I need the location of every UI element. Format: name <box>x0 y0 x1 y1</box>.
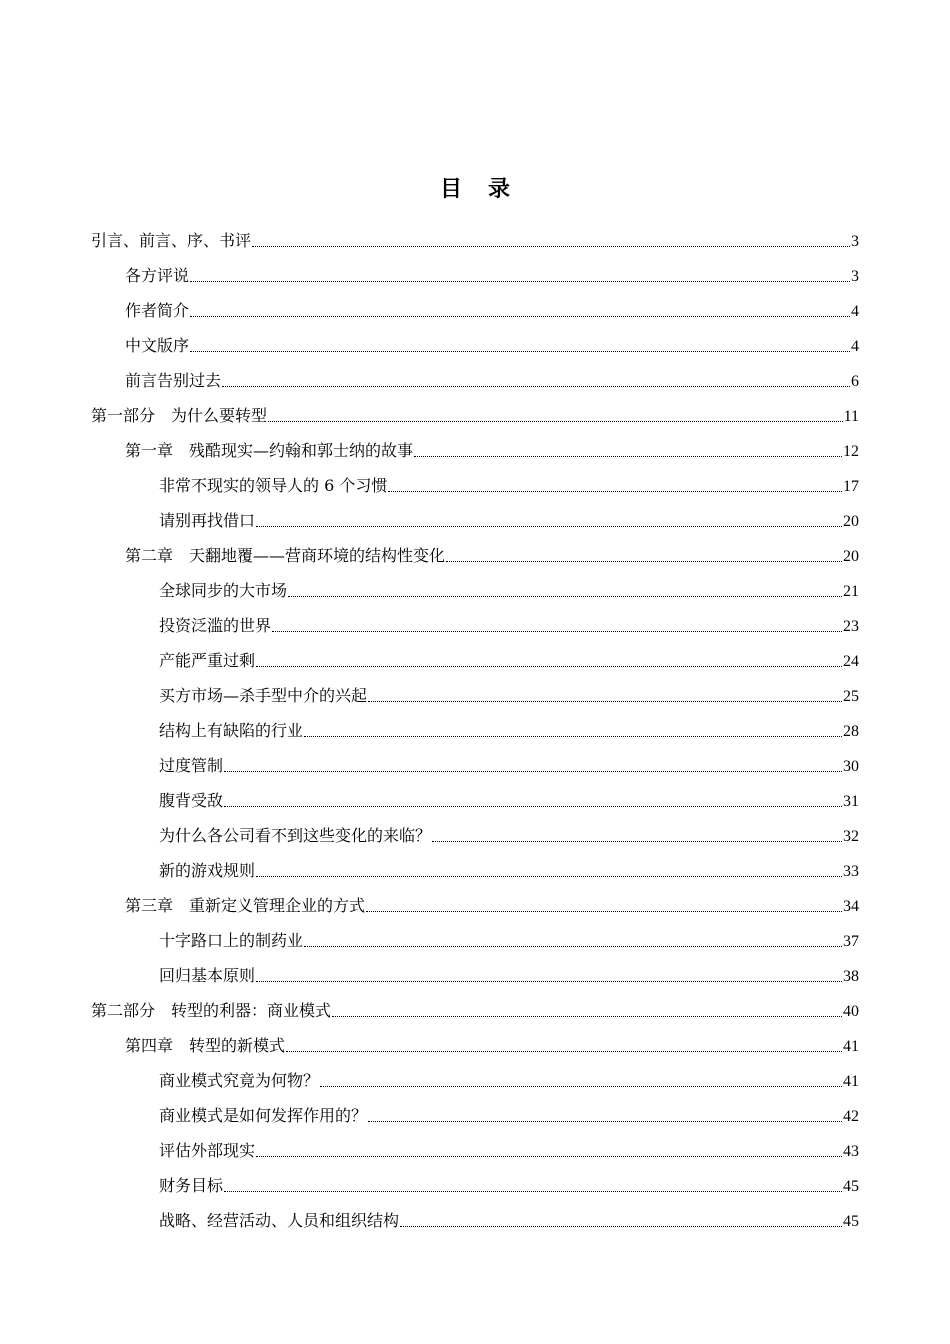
toc-entry-title: 买方市场—杀手型中介的兴起 <box>159 686 368 705</box>
toc-entry-page-number: 21 <box>843 583 859 600</box>
dot-leader <box>224 1190 842 1192</box>
toc-entry-page-number: 45 <box>843 1213 859 1230</box>
toc-entry[interactable] <box>91 223 859 258</box>
dot-leader <box>190 315 850 317</box>
toc-entry-title: 第一章 残酷现实—约翰和郭士纳的故事 <box>125 441 414 460</box>
toc-entry[interactable] <box>159 748 859 783</box>
toc-entry-page-number: 40 <box>843 1003 859 1020</box>
toc-entry-title: 第一部分 为什么要转型 <box>91 406 268 425</box>
dot-leader <box>224 770 842 772</box>
toc-entry[interactable] <box>159 1168 859 1203</box>
toc-entry-page-number: 20 <box>843 513 859 530</box>
dot-leader <box>190 350 850 352</box>
dot-leader <box>400 1225 842 1227</box>
toc-entry-page-number: 37 <box>843 933 859 950</box>
toc-entry-page-number: 45 <box>843 1178 859 1195</box>
dot-leader <box>332 1015 842 1017</box>
toc-entry[interactable] <box>159 1063 859 1098</box>
toc-entry-title: 第二章 天翻地覆——营商环境的结构性变化 <box>125 546 446 565</box>
toc-entry-title: 评估外部现实 <box>159 1141 256 1160</box>
dot-leader <box>224 805 842 807</box>
toc-entry-title: 十字路口上的制药业 <box>159 931 304 950</box>
toc-entry[interactable] <box>159 678 859 713</box>
dot-leader <box>414 455 842 457</box>
toc-entry-page-number: 23 <box>843 618 859 635</box>
page-title <box>0 172 950 203</box>
title-char-2: 录 <box>488 177 511 202</box>
toc-entry-title: 中文版序 <box>125 336 190 355</box>
dot-leader <box>256 525 842 527</box>
toc-entry-title: 产能严重过剩 <box>159 651 256 670</box>
toc-entry[interactable] <box>159 643 859 678</box>
toc-entry[interactable] <box>159 853 859 888</box>
dot-leader <box>446 560 842 562</box>
toc-entry-page-number: 42 <box>843 1108 859 1125</box>
dot-leader <box>388 490 842 492</box>
toc-entry-page-number: 30 <box>843 758 859 775</box>
dot-leader <box>366 910 842 912</box>
toc-entry[interactable] <box>125 293 859 328</box>
dot-leader <box>368 1120 842 1122</box>
dot-leader <box>432 840 842 842</box>
toc-entry-page-number: 20 <box>843 548 859 565</box>
dot-leader <box>222 385 850 387</box>
toc-entry-page-number: 41 <box>843 1073 859 1090</box>
toc-entry-title: 引言、前言、序、书评 <box>91 231 252 250</box>
toc-entry-title: 第二部分 转型的利器：商业模式 <box>91 1001 332 1020</box>
dot-leader <box>256 875 842 877</box>
toc-entry-title: 第三章 重新定义管理企业的方式 <box>125 896 366 915</box>
toc-entry-page-number: 6 <box>851 373 859 390</box>
dot-leader <box>304 735 842 737</box>
toc-entry-title: 过度管制 <box>159 756 224 775</box>
toc-entry-title: 商业模式是如何发挥作用的？ <box>159 1106 368 1125</box>
toc-entry-page-number: 4 <box>851 303 859 320</box>
toc-entry-page-number: 11 <box>843 408 859 425</box>
toc-entry-page-number: 32 <box>843 828 859 845</box>
dot-leader <box>268 420 843 422</box>
toc-entry[interactable] <box>159 1133 859 1168</box>
toc-entry[interactable] <box>125 363 859 398</box>
toc-entry-title: 战略、经营活动、人员和组织结构 <box>159 1211 400 1230</box>
toc-entry-page-number: 3 <box>851 268 859 285</box>
toc-entry[interactable] <box>125 433 859 468</box>
toc-entry-page-number: 41 <box>843 1038 859 1055</box>
toc-entry-page-number: 33 <box>843 863 859 880</box>
toc-entry-title: 结构上有缺陷的行业 <box>159 721 304 740</box>
title-char-1: 目 <box>439 177 462 202</box>
dot-leader <box>252 245 850 247</box>
dot-leader <box>256 1155 842 1157</box>
toc-entry[interactable] <box>159 818 859 853</box>
toc-entry[interactable] <box>159 503 859 538</box>
dot-leader <box>288 595 842 597</box>
toc-entry-title: 非常不现实的领导人的 6 个习惯 <box>159 476 388 495</box>
toc-entry[interactable] <box>159 468 859 503</box>
dot-leader <box>272 630 842 632</box>
toc-entry-page-number: 3 <box>851 233 859 250</box>
toc-entry-title: 为什么各公司看不到这些变化的来临？ <box>159 826 432 845</box>
dot-leader <box>304 945 842 947</box>
toc-entry[interactable] <box>91 993 859 1028</box>
toc-entry[interactable] <box>125 538 859 573</box>
dot-leader <box>320 1085 842 1087</box>
toc-entry[interactable] <box>91 398 859 433</box>
dot-leader <box>368 700 842 702</box>
toc-entry[interactable] <box>159 1098 859 1133</box>
toc-entry-page-number: 28 <box>843 723 859 740</box>
toc-entry[interactable] <box>159 958 859 993</box>
toc-entry[interactable] <box>159 923 859 958</box>
toc-entry-page-number: 31 <box>843 793 859 810</box>
dot-leader <box>286 1050 842 1052</box>
toc-entry-title: 投资泛滥的世界 <box>159 616 272 635</box>
dot-leader <box>256 980 842 982</box>
toc-entry[interactable] <box>159 783 859 818</box>
dot-leader <box>256 665 842 667</box>
dot-leader <box>190 280 850 282</box>
toc-entry-title: 回归基本原则 <box>159 966 256 985</box>
toc-entry-page-number: 4 <box>851 338 859 355</box>
toc-entry[interactable] <box>125 328 859 363</box>
toc-entry[interactable] <box>125 888 859 923</box>
toc-entry-title: 全球同步的大市场 <box>159 581 288 600</box>
toc-entry-title: 前言告别过去 <box>125 371 222 390</box>
toc-entry-page-number: 17 <box>843 478 859 495</box>
toc-entry-title: 财务目标 <box>159 1176 224 1195</box>
toc-entry-page-number: 43 <box>843 1143 859 1160</box>
toc-entry-page-number: 12 <box>843 443 859 460</box>
toc-entry[interactable] <box>125 258 859 293</box>
toc-entry-title: 各方评说 <box>125 266 190 285</box>
toc-entry-title: 商业模式究竟为何物？ <box>159 1071 320 1090</box>
toc-entry-page-number: 24 <box>843 653 859 670</box>
toc-entry[interactable] <box>125 1028 859 1063</box>
toc-entry-title: 新的游戏规则 <box>159 861 256 880</box>
toc-entry-title: 作者简介 <box>125 301 190 320</box>
toc-entry-title: 请别再找借口 <box>159 511 256 530</box>
toc-entry-title: 腹背受敌 <box>159 791 224 810</box>
toc-entry-page-number: 38 <box>843 968 859 985</box>
toc-entry[interactable] <box>159 573 859 608</box>
toc-entry[interactable] <box>159 1203 859 1238</box>
toc-entry[interactable] <box>159 608 859 643</box>
toc-entry[interactable] <box>159 713 859 748</box>
toc-entry-title: 第四章 转型的新模式 <box>125 1036 286 1055</box>
toc-entry-page-number: 25 <box>843 688 859 705</box>
toc-entry-page-number: 34 <box>843 898 859 915</box>
